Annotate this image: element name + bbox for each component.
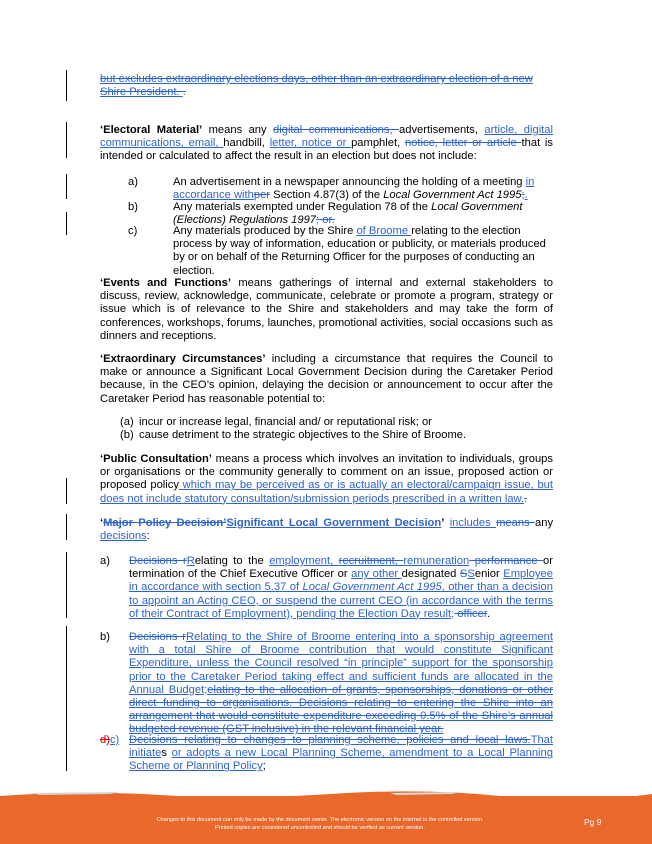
list-item: a) An advertisement in a newspaper announcing the holding of a meeting in accordance withper Section 4.87(3) of the Local Government Act 1995;.	[128, 176, 535, 202]
continuation-paragraph: but excludes extraordinary elections days, other than an extraordinary election of a new Shire President. .	[100, 73, 533, 99]
list-item: b) Decisions rRelating to the Shire of Broome entering into a sponsorship agreement with a total Shire of Broome contribution that would constitute Significant Expenditure, unless the Council resolved “in principle” support for the sponsorship prior to the Caretaker Period taking effect and sufficient funds are allocated in the Annual Budget;elating to the allocation of grants, sponsorships, donations or other direct funding to organisations. Decisions relating to entering the Shire into an arrangement that would constitute expenditure exceeding 0.5% of the Shire’s annual budgeted revenue (GST inclusive) in the relevant financial year.	[100, 631, 553, 736]
list-item: b) Any materials exempted under Regulation 78 of the Local Government (Elections) Regulations 1997; or.	[128, 201, 523, 227]
page-footer	[0, 796, 652, 844]
list-item: (b) cause detriment to the strategic objectives to the Shire of Broome.	[120, 429, 467, 441]
list-item: (a) incur or increase legal, financial and/ or reputational risk; or	[120, 416, 432, 428]
change-bar	[66, 626, 67, 771]
list-item: a) Decisions rRelating to the employment, recruitment, remuneration performance or termination of the Chief Executive Officer or any other designated SSenior Employee in accordance with section 5.37 of Local Government Act 1995, other than a decision to appoint an Acting CEO, or suspend the current CEO (in accordance with the terms of their Contract of Employment), pending the Election Day result; officer.	[100, 555, 553, 620]
change-bar	[66, 70, 67, 101]
definition-public-consultation: ‘Public Consultation’ means a process which involves an invitation to individuals, groups or organisations or the community generally to comment on an issue, proposed action or proposed policy which may be perceived as or is actually an electoral/campaign issue, but does not include statutory consultation/submission periods prescribed in a written law..	[100, 453, 553, 505]
change-bar	[66, 552, 67, 618]
list-item: d)c) Decisions relating to changes to planning scheme, policies and local laws.That initiates or adopts a new Local Planning Scheme, amendment to a Local Planning Scheme or Planning Policy;	[100, 734, 553, 773]
change-bar	[66, 478, 67, 504]
change-bar	[66, 174, 67, 199]
definition-significant-local-government-decision: ‘Major Policy Decision’Significant Local Government Decision’ includes means any decisions:	[100, 517, 554, 543]
change-bar	[66, 122, 67, 158]
list-item: c) Any materials produced by the Shire of Broome relating to the election process by way of information, education or publicity, or materials produced by or on behalf of the Returning Officer for the purposes of conducting an election.	[128, 225, 546, 277]
change-bar	[66, 212, 67, 235]
change-bar	[66, 514, 67, 540]
page-number: Pg 9	[584, 817, 602, 827]
definition-extraordinary-circumstances: ‘Extraordinary Circumstances’ including a circumstance that requires the Council to make or announce a Significant Local Government Decision during the Caretaker Period because, in the CEO’s opinion, delaying the decision or announcement to occur after the Caretaker Period has reasonable potential to:	[100, 353, 553, 405]
footer-brush-band	[0, 790, 652, 800]
definition-events-and-functions: ‘Events and Functions’ means gatherings of internal and external stakeholders to discuss, review, acknowledge, communicate, celebrate or promote a program, strategy or issue which is of relevance to the Shire and stakeholders and may take the form of conferences, workshops, forums, launches, promotional activities, social occasions such as dinners and receptions.	[100, 277, 553, 342]
definition-electoral-material: ‘Electoral Material’ means any digital communications, advertisements, article, digital communications, email, handbill, letter, notice or pamphlet, notice, letter or article that is intended or calculated to affect the result in an election but does not include:	[100, 124, 553, 163]
footer-disclaimer: Changes to this document can only be made by the document owner. The electronic version on the internet is the controlled version. Printed copies are considered uncontrolled and should be verified as current version.	[156, 817, 484, 831]
